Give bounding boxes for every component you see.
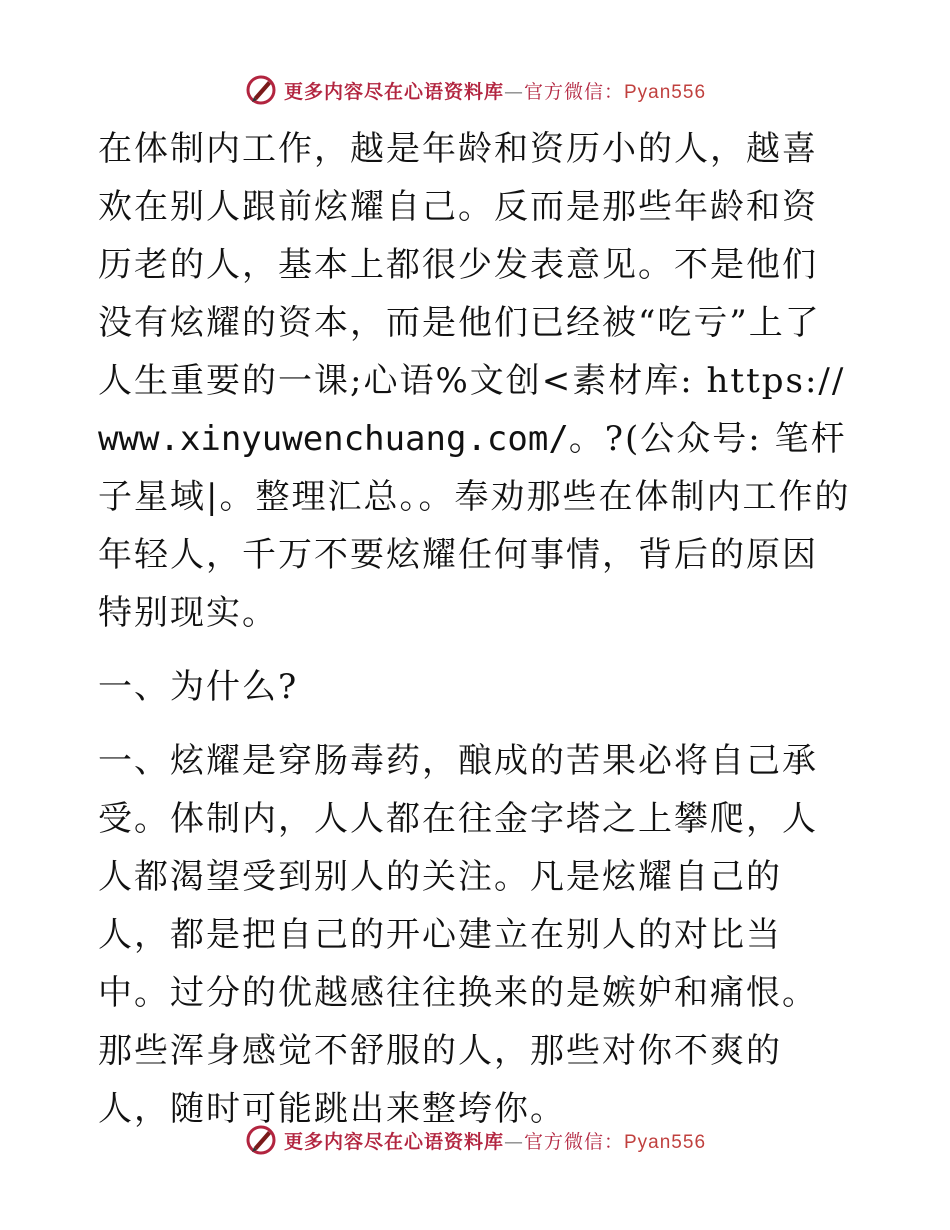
footer-site-text: 更多内容尽在心语资料库 xyxy=(283,1130,504,1153)
footer-wechat-label: 官方微信： xyxy=(523,1130,624,1153)
header-banner-text xyxy=(284,77,706,104)
article-body xyxy=(98,120,853,1138)
footer-banner-text xyxy=(284,1127,706,1154)
paragraph-1 xyxy=(98,120,853,642)
section-heading: 一、为什么? xyxy=(98,667,299,707)
footer-banner xyxy=(0,1120,950,1160)
footer-account: Pyan556 xyxy=(624,1131,707,1153)
pen-logo-icon xyxy=(244,73,278,107)
pen-logo-icon xyxy=(244,1123,278,1157)
header-account: Pyan556 xyxy=(624,81,707,103)
header-dash: — xyxy=(503,80,524,103)
paragraph-1-part-a: 在体制内工作，越是年龄和资历小的人，越喜欢在别人跟前炫耀自己。反而是那些年龄和资历老的人，基本上都很少发表意见。不是他们没有炫耀的资本，而是他们已经被“吃亏”上了人生重要的一课;心语%文创<素材库: https:// xyxy=(98,129,846,401)
paragraph-1-part-b: 。?(公众号: 笔杆子星域|。整理汇总。。奉劝那些在体制内工作的年轻人，千万不要炫耀任何事情，背后的原因特别现实。 xyxy=(98,419,851,633)
paragraph-2: 一、炫耀是穿肠毒药，酿成的苦果必将自己承受。体制内，人人都在往金字塔之上攀爬，人人都渴望受到别人的关注。凡是炫耀自己的人，都是把自己的开心建立在别人的对比当中。过分的优越感往往换来的是嫉妒和痛恨。那些浑身感觉不舒服的人，那些对你不爽的人，随时可能跳出来整垮你。 xyxy=(98,741,818,1129)
footer-dash: — xyxy=(503,1130,524,1153)
header-site-text: 更多内容尽在心语资料库 xyxy=(283,80,504,103)
header-banner xyxy=(0,70,950,110)
source-url: www.xinyuwenchuang.com/ xyxy=(98,419,569,459)
header-wechat-label: 官方微信： xyxy=(523,80,624,103)
